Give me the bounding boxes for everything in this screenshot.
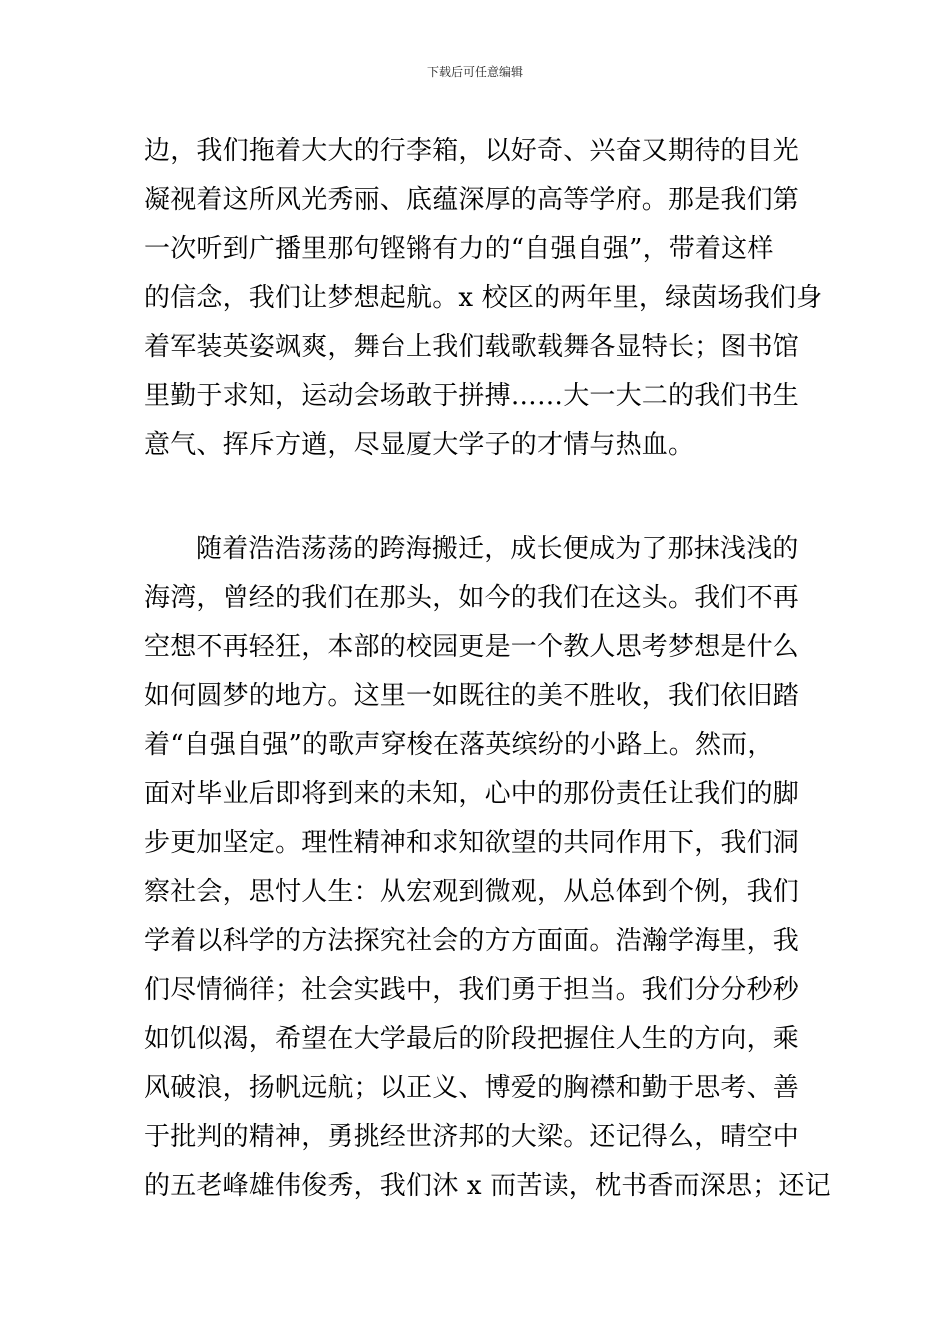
paragraph-line: 如何圆梦的地方。这里一如既往的美不胜收，我们依旧踏 <box>144 681 800 711</box>
paragraph-2 <box>144 525 831 1211</box>
paragraph-line: 边，我们拖着大大的行李箱，以好奇、兴奋又期待的目光 <box>144 136 800 166</box>
paragraph-line: 学着以科学的方法探究社会的方方面面。浩瀚学海里，我 <box>144 926 800 956</box>
paragraph-line: 着“自强自强”的歌声穿梭在落英缤纷的小路上。然而， <box>144 730 774 760</box>
paragraph-line: 凝视着这所风光秀丽、底蕴深厚的高等学府。那是我们第 <box>144 185 800 215</box>
paragraph-1 <box>144 127 823 470</box>
paragraph-line: 里勤于求知，运动会场敢于拼搏……大一大二的我们书生 <box>144 381 800 411</box>
paragraph-line: 着军装英姿飒爽，舞台上我们载歌载舞各显特长；图书馆 <box>144 332 800 362</box>
paragraph-line: 一次听到广播里那句铿锵有力的“自强自强”，带着这样 <box>144 234 774 264</box>
paragraph-line: 们尽情徜徉；社会实践中，我们勇于担当。我们分分秒秒 <box>144 975 800 1005</box>
paragraph-line: 如饥似渴，希望在大学最后的阶段把握住人生的方向，乘 <box>144 1024 800 1054</box>
paragraph-line: 面对毕业后即将到来的未知，心中的那份责任让我们的脚 <box>144 779 800 809</box>
paragraph-line: 的信念，我们让梦想起航。x 校区的两年里，绿茵场我们身 <box>144 283 823 313</box>
paragraph-line: 空想不再轻狂，本部的校园更是一个教人思考梦想是什么 <box>144 632 800 662</box>
paragraph-line-first: 随着浩浩荡荡的跨海搬迁，成长便成为了那抹浅浅的 <box>196 534 799 564</box>
paragraph-line: 步更加坚定。理性精神和求知欲望的共同作用下，我们洞 <box>144 828 800 858</box>
paragraph-line: 的五老峰雄伟俊秀，我们沐 x 而苦读，枕书香而深思；还记 <box>144 1171 831 1201</box>
paragraph-line: 意气、挥斥方遒，尽显厦大学子的才情与热血。 <box>144 430 695 460</box>
page-header: 下载后可任意编辑 <box>426 65 523 79</box>
paragraph-line: 于批判的精神，勇挑经世济邦的大梁。还记得么，晴空中 <box>144 1122 800 1152</box>
paragraph-line: 察社会，思忖人生：从宏观到微观，从总体到个例，我们 <box>144 877 800 907</box>
paragraph-line: 风破浪，扬帆远航；以正义、博爱的胸襟和勤于思考、善 <box>144 1073 800 1103</box>
paragraph-line: 海湾，曾经的我们在那头，如今的我们在这头。我们不再 <box>144 583 800 613</box>
